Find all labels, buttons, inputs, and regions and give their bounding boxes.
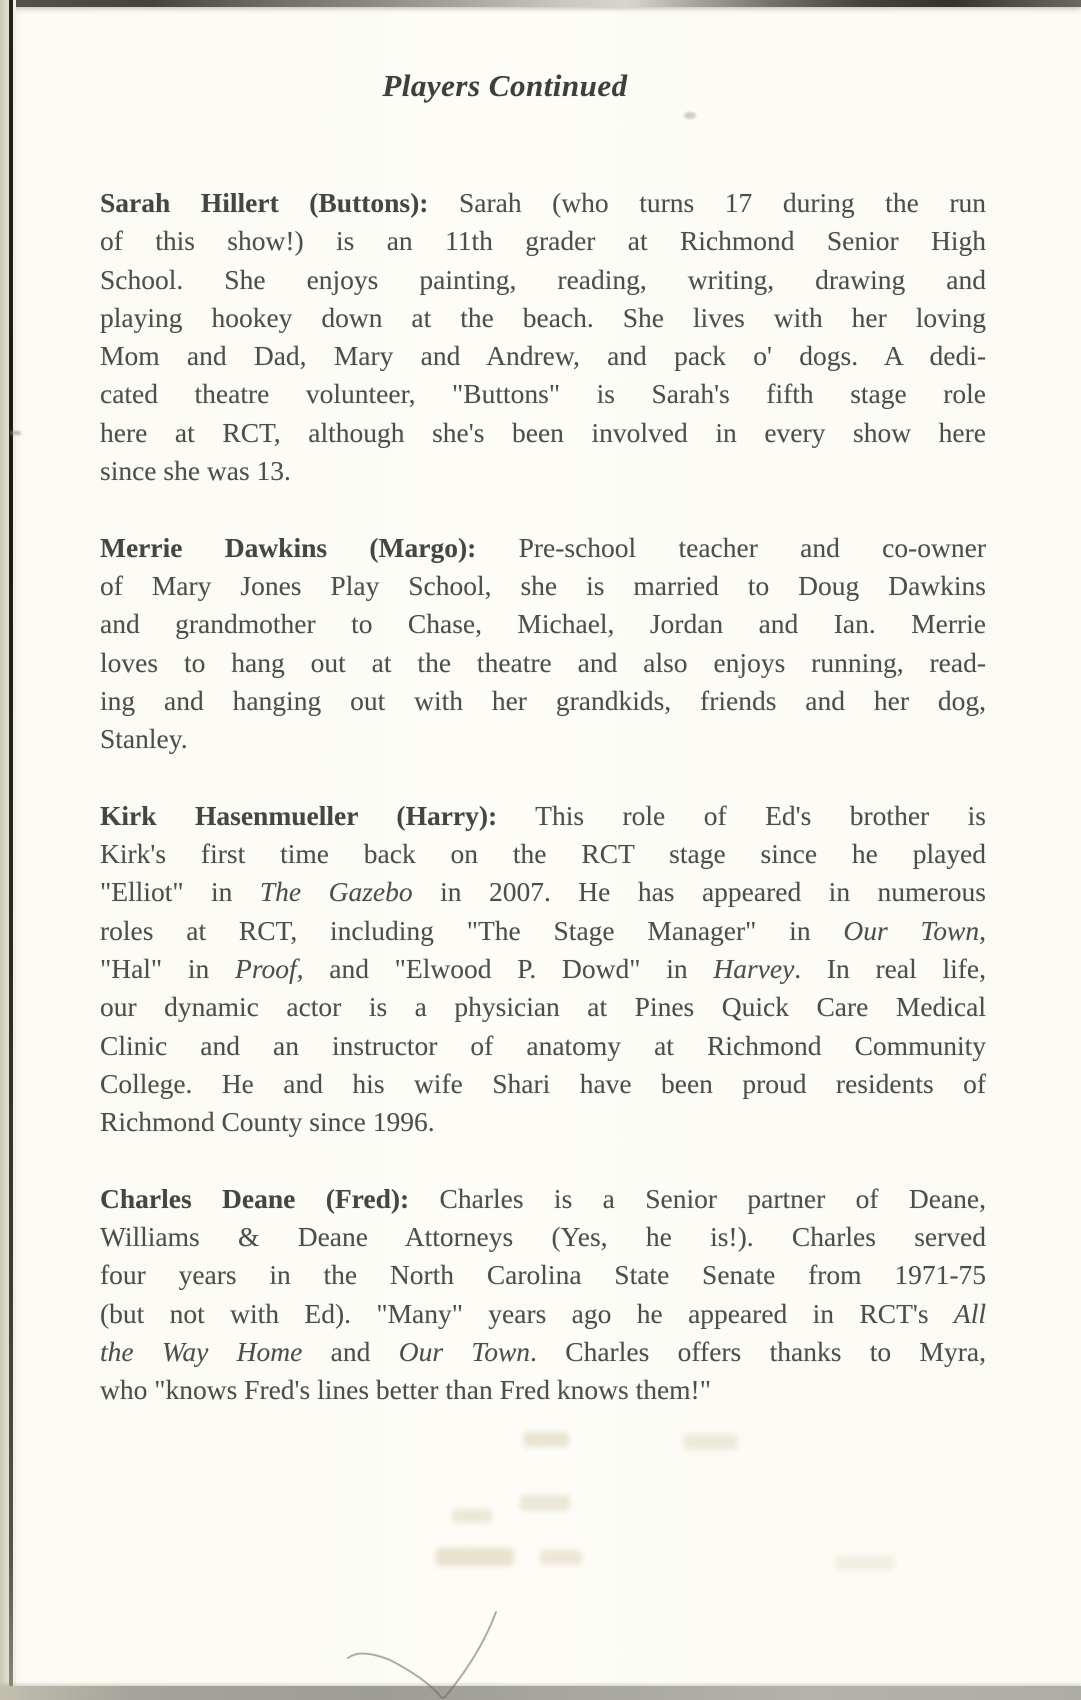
bio-line <box>100 299 986 337</box>
paragraph-merrie-dawkins <box>100 529 986 759</box>
bio-line <box>100 873 986 911</box>
bio-line <box>100 1218 986 1256</box>
show-title: Harvey <box>713 952 795 984</box>
show-title: Proof, <box>235 952 304 984</box>
show-title: All <box>953 1297 986 1329</box>
bio-text: and grandmother to Chase, Michael, Jordan and Ian. Merrie <box>100 608 986 640</box>
bio-text: playing hookey down at the beach. She lives with her loving <box>100 301 986 333</box>
show-title: The Gazebo <box>259 876 413 908</box>
bio-line <box>100 414 986 452</box>
bio-line <box>100 1295 986 1333</box>
show-title: Our Town <box>843 914 980 946</box>
bio-line <box>100 1256 986 1294</box>
paragraph-kirk-hasenmueller <box>100 797 986 1142</box>
bio-line <box>100 375 986 413</box>
bio-line <box>100 605 986 643</box>
bio-text: Charles is a Senior partner of Deane, <box>409 1182 986 1214</box>
bio-line <box>100 1180 986 1218</box>
bio-text: cated theatre volunteer, "Buttons" is Sarah's fifth stage role <box>100 378 986 410</box>
bio-text: our dynamic actor is a physician at Pines Quick Care Medical <box>100 991 986 1023</box>
page-title: Players Continued <box>382 68 628 103</box>
ink-bleed-through-mark <box>540 1550 582 1565</box>
show-title: Our Town <box>398 1335 531 1367</box>
bio-text: Clinic and an instructor of anatomy at Richmond Community <box>100 1029 986 1061</box>
bio-text: Stanley. <box>100 723 188 755</box>
bio-text: . In real life, <box>794 952 986 984</box>
bio-line <box>100 261 986 299</box>
scan-edge-left-paper-artifact <box>0 0 9 1700</box>
bio-line <box>100 797 986 835</box>
bio-text: Richmond County since 1996. <box>100 1106 435 1138</box>
player-name-role: Charles Deane (Fred): <box>100 1182 410 1214</box>
bio-text: since she was 13. <box>100 455 291 487</box>
bio-text: Pre-school teacher and co-owner <box>476 531 986 563</box>
bio-text: . Charles offers thanks to Myra, <box>530 1335 986 1367</box>
bio-text: roles at RCT, including "The Stage Manager" in <box>100 914 844 946</box>
bio-line <box>100 644 986 682</box>
bio-text: who "knows Fred's lines better than Fred knows them!" <box>100 1374 711 1406</box>
scan-edge-top-artifact <box>0 0 1081 7</box>
scan-speck <box>684 112 696 119</box>
bio-text: Sarah (who turns 17 during the run <box>428 187 986 218</box>
ink-bleed-through-mark <box>452 1509 492 1523</box>
bio-text: ing and hanging out with her grandkids, friends and her dog, <box>100 684 986 716</box>
bio-text: in 2007. He has appeared in numerous <box>412 876 986 908</box>
bio-line <box>100 835 986 873</box>
bio-line <box>100 1371 986 1409</box>
bio-line <box>100 529 986 567</box>
player-name-role: Merrie Dawkins (Margo): <box>100 531 477 563</box>
bio-line <box>100 1065 986 1103</box>
ink-bleed-through-mark <box>835 1556 895 1570</box>
bio-line <box>100 720 986 758</box>
bio-line <box>100 1103 986 1141</box>
bio-text: of Mary Jones Play School, she is married to Doug Dawkins <box>100 569 986 601</box>
bio-line <box>100 1333 986 1371</box>
bio-line <box>100 682 986 720</box>
bio-line <box>100 1027 986 1065</box>
bio-text: School. She enjoys painting, reading, writing, drawing and <box>100 263 986 295</box>
ink-bleed-through-mark <box>520 1495 570 1511</box>
bio-text: and "Elwood P. Dowd" in <box>303 952 714 984</box>
bio-text: , <box>979 914 986 946</box>
bio-text: "Hal" in <box>100 952 236 984</box>
player-bios <box>100 184 986 1448</box>
bio-text: (but not with Ed). "Many" years ago he appeared in RCT's <box>100 1297 954 1329</box>
bio-line <box>100 184 986 222</box>
bio-text: Kirk's first time back on the RCT stage since he played <box>100 838 986 870</box>
bio-line <box>100 988 986 1026</box>
ink-bleed-through-mark <box>436 1548 514 1566</box>
bio-text: of this show!) is an 11th grader at Richmond Senior High <box>100 225 986 257</box>
player-name-role: Kirk Hasenmueller (Harry): <box>100 799 498 831</box>
scan-edge-left-highlight-artifact <box>13 0 16 1690</box>
ink-bleed-through-mark <box>683 1434 738 1450</box>
player-name-role: Sarah Hillert (Buttons): <box>100 187 429 218</box>
bio-text: and <box>302 1335 399 1367</box>
bio-text: four years in the North Carolina State Senate from 1971-75 <box>100 1259 986 1291</box>
bio-text: Williams & Deane Attorneys (Yes, he is!). Charles served <box>100 1221 986 1253</box>
bio-line <box>100 912 986 950</box>
bio-line <box>100 222 986 260</box>
show-title: the Way Home <box>100 1335 303 1367</box>
bio-line <box>100 452 986 490</box>
paragraph-charles-deane <box>100 1180 986 1410</box>
scan-speck <box>10 431 21 435</box>
scanner-bed-edge-artifact <box>0 1686 1081 1700</box>
bio-line <box>100 567 986 605</box>
hair-artifact <box>330 1600 510 1700</box>
bio-text: "Elliot" in <box>100 876 260 908</box>
bio-text: loves to hang out at the theatre and also enjoys running, read- <box>100 646 986 678</box>
bio-text: College. He and his wife Shari have been proud residents of <box>100 1067 986 1099</box>
ink-bleed-through-mark <box>523 1432 569 1447</box>
bio-line <box>100 337 986 375</box>
bio-text: This role of Ed's brother is <box>497 799 986 831</box>
bio-text: here at RCT, although she's been involved in every show here <box>100 416 986 448</box>
bio-line <box>100 950 986 988</box>
paragraph-sarah-hillert <box>100 184 986 490</box>
bio-text: Mom and Dad, Mary and Andrew, and pack o' dogs. A dedi- <box>100 340 986 372</box>
